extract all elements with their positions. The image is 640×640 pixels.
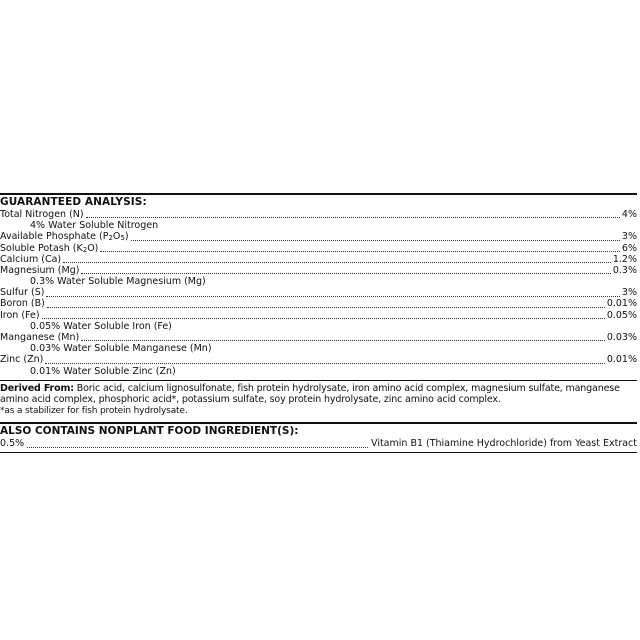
nutrient-row (0, 299, 637, 310)
fertilizer-label (0, 193, 637, 453)
nutrient-value: 0.3% (612, 264, 637, 276)
derived-from-block (0, 383, 637, 418)
derived-from-label: Derived From: (0, 382, 74, 394)
nutrient-name: Sulfur (S) (0, 287, 45, 299)
dot-leader (100, 251, 620, 252)
nutrient-row (0, 209, 637, 220)
nutrient-value: 3% (621, 231, 637, 243)
nonplant-ingredient: Vitamin B1 (Thiamine Hydrochloride) from Yeast Extract (371, 437, 637, 449)
nutrient-row (0, 231, 637, 242)
dot-leader (131, 240, 620, 241)
nutrient-value: 0.01% (606, 354, 637, 366)
nutrient-value: 4% (621, 208, 637, 220)
nutrient-value: 6% (621, 242, 637, 254)
bottom-rule (0, 452, 637, 453)
nutrient-value: 3% (621, 287, 637, 299)
nutrient-name: Magnesium (Mg) (0, 264, 80, 276)
nonplant-amount: 0.5% (0, 437, 25, 449)
nutrient-value: 0.01% (606, 298, 637, 310)
nonplant-heading: ALSO CONTAINS NONPLANT FOOD INGREDIENT(S): (0, 424, 299, 437)
nutrient-name: Total Nitrogen (N) (0, 208, 84, 220)
nutrient-name: Calcium (Ca) (0, 253, 62, 265)
nutrient-subline: 4% Water Soluble Nitrogen (30, 220, 159, 232)
nonplant-row (0, 438, 637, 450)
nutrient-subline: 0.03% Water Soluble Manganese (Mn) (30, 343, 212, 355)
dot-leader (45, 363, 604, 364)
section-rule (0, 380, 637, 381)
nutrient-subline: 0.3% Water Soluble Magnesium (Mg) (30, 276, 206, 288)
nutrient-row (0, 332, 637, 343)
nutrient-value: 0.05% (606, 309, 637, 321)
dot-leader (86, 217, 620, 218)
section-rule (0, 422, 637, 424)
top-rule (0, 193, 637, 195)
dot-leader (47, 307, 605, 308)
nutrient-row (0, 287, 637, 298)
nutrient-row (0, 243, 637, 254)
nutrient-subline: 0.01% Water Soluble Zinc (Zn) (30, 365, 176, 377)
nutrient-name: Available Phosphate $(P_2O_5)$ (0, 231, 129, 243)
nutrient-value: 0.03% (606, 332, 637, 344)
nutrient-row (0, 310, 637, 321)
dot-leader (63, 262, 611, 263)
dot-leader (81, 273, 610, 274)
dot-leader (27, 447, 368, 448)
nutrient-name: Zinc (Zn) (0, 354, 44, 366)
nutrient-row (0, 254, 637, 265)
dot-leader (81, 340, 605, 341)
nutrient-name: Iron (Fe) (0, 309, 40, 321)
nutrient-name: Soluble Potash $(K_2O)$ (0, 242, 99, 254)
nutrient-row (0, 265, 637, 276)
nutrient-value: 1.2% (612, 253, 637, 265)
dot-leader (46, 296, 619, 297)
nutrient-subline: 0.05% Water Soluble Iron (Fe) (30, 320, 172, 332)
nutrient-name: Manganese (Mn) (0, 332, 80, 344)
derived-from-text: Boric acid, calcium lignosulfonate, fish protein hydrolysate, iron amino acid complex, magnesium sulfate, manganese amino acid complex, phosphoric acid*, potassium sulfate, soy protein hydrolysate, zinc amino acid complex. (0, 382, 620, 406)
nutrient-row (0, 354, 637, 365)
derived-from-note: *as a stabilizer for fish protein hydrolysate. (0, 406, 188, 417)
dot-leader (42, 318, 605, 319)
guaranteed-analysis-heading: GUARANTEED ANALYSIS: (0, 196, 147, 208)
nutrient-name: Boron (B) (0, 298, 45, 310)
